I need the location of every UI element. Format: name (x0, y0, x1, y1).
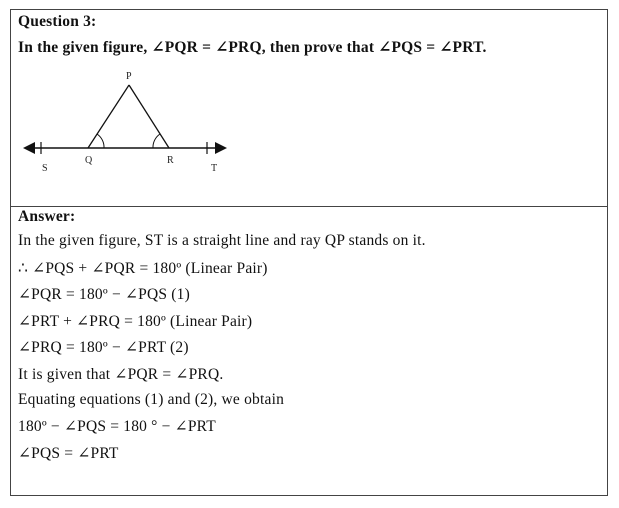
label-r: R (167, 155, 174, 166)
answer-title: Answer: (18, 208, 76, 225)
label-p: P (126, 71, 132, 82)
answer-line: ∴ ∠PQS + ∠PQR = 180º (Linear Pair) (18, 260, 268, 277)
answer-line: In the given figure, ST is a straight line and ray QP stands on it. (18, 232, 426, 249)
question-title: Question 3: (18, 13, 97, 30)
answer-box (10, 206, 608, 496)
question-box (10, 9, 608, 207)
label-s: S (42, 163, 48, 174)
answer-line: It is given that ∠PQR = ∠PRQ. (18, 366, 224, 383)
answer-line: ∠PRQ = 180º − ∠PRT (2) (18, 339, 189, 356)
angle-arc-r (153, 134, 160, 148)
arrow-right-icon (215, 142, 227, 154)
question-statement: In the given figure, ∠PQR = ∠PRQ, then prove that ∠PQS = ∠PRT. (18, 39, 487, 56)
answer-line: ∠PQR = 180º − ∠PQS (1) (18, 286, 190, 303)
answer-line: ∠PRT + ∠PRQ = 180º (Linear Pair) (18, 313, 253, 330)
side-rp (129, 85, 169, 148)
answer-line: ∠PQS = ∠PRT (18, 445, 119, 462)
triangle-figure (19, 65, 229, 180)
side-qp (88, 85, 129, 148)
label-t: T (211, 163, 218, 174)
arrow-left-icon (23, 142, 35, 154)
label-q: Q (85, 155, 93, 166)
answer-line: 180º − ∠PQS = 180 ° − ∠PRT (18, 418, 216, 435)
angle-arc-q (97, 134, 104, 148)
answer-line: Equating equations (1) and (2), we obtain (18, 391, 285, 408)
